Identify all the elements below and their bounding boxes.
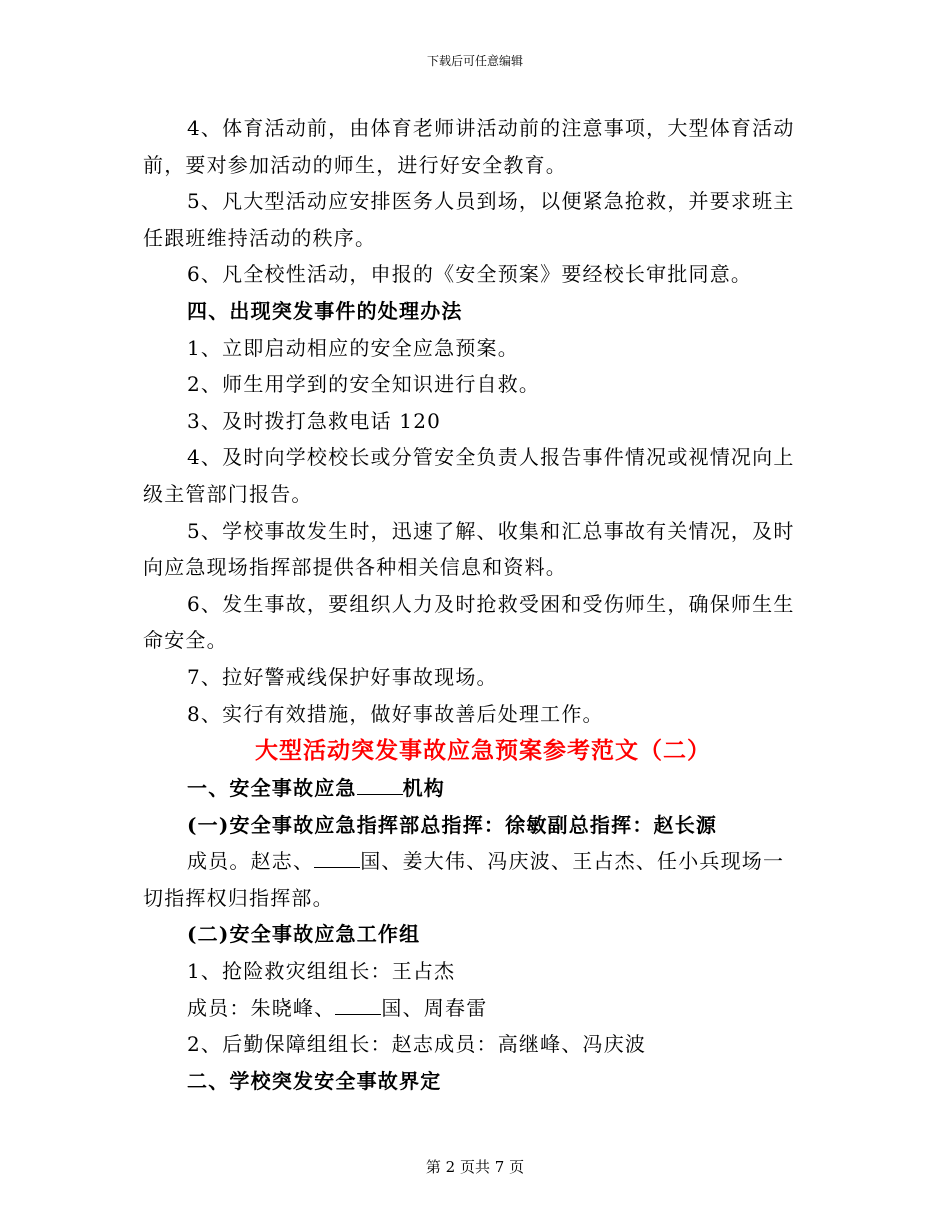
paragraph-item-4-cont: 前，要对参加活动的师生，进行好安全教育。 (143, 152, 567, 177)
group-2: 2、后勤保障组组长：赵志成员：高继峰、冯庆波 (187, 1032, 647, 1057)
members-text: 成员。赵志、 (187, 849, 315, 874)
list-item-6-cont: 命安全。 (143, 628, 228, 653)
paragraph-item-4: 4、体育活动前，由体育老师讲活动前的注意事项，大型体育活动 (187, 116, 795, 140)
heading-1-text-end: 机构 (402, 776, 446, 801)
blank-line (314, 849, 360, 868)
section-heading-1 (143, 770, 813, 807)
section-heading-2: 二、学校突发安全事故界定 (187, 1068, 442, 1093)
heading-1-text: 一、安全事故应急 (187, 776, 357, 801)
list-item-4-cont: 级主管部门报告。 (143, 481, 313, 506)
group-1-members-text: 成员：朱晓峰、 (187, 995, 336, 1020)
members-line (143, 843, 813, 880)
section-heading-4: 四、出现突发事件的处理办法 (187, 298, 463, 323)
list-item-1: 1、立即启动相应的安全应急预案。 (187, 335, 519, 360)
document-body (143, 110, 813, 1099)
list-item-7: 7、拉好警戒线保护好事故现场。 (187, 664, 498, 689)
group-1-members-text-end: 国、周春雷 (381, 995, 488, 1020)
paragraph-item-5: 5、凡大型活动应安排医务人员到场，以便紧急抢救，并要求班主 (187, 189, 795, 214)
page-header: 下载后可任意编辑 (426, 54, 523, 68)
list-item-5-cont: 向应急现场指挥部提供各种相关信息和资料。 (143, 555, 567, 580)
page-footer: 第 2 页共 7 页 (425, 1158, 525, 1176)
group-1: 1、抢险救灾组组长：王占杰 (187, 959, 456, 984)
document-title: 大型活动突发事故应急预案参考范文（二） (255, 737, 711, 765)
group-1-members (143, 990, 813, 1027)
list-item-5: 5、学校事故发生时，迅速了解、收集和汇总事故有关情况，及时 (187, 518, 795, 543)
list-item-4: 4、及时向学校校长或分管安全负责人报告事件情况或视情况向上 (187, 445, 795, 470)
subsection-heading-1: (一)安全事故应急指挥部总指挥：徐敏副总指挥：赵长源 (187, 812, 718, 837)
list-item-2: 2、师生用学到的安全知识进行自救。 (187, 372, 541, 397)
blank-line (357, 776, 403, 795)
list-item-3: 3、及时拨打急救电话 120 (187, 408, 442, 433)
list-item-8: 8、实行有效措施，做好事故善后处理工作。 (187, 701, 604, 726)
paragraph-item-6: 6、凡全校性活动，申报的《安全预案》要经校长审批同意。 (187, 262, 753, 287)
members-text-end: 国、姜大伟、冯庆波、王占杰、任小兵现场一 (360, 849, 785, 874)
blank-line (335, 996, 381, 1015)
list-item-6: 6、发生事故，要组织人力及时抢救受困和受伤师生，确保师生生 (187, 591, 795, 616)
paragraph-item-5-cont: 任跟班维持活动的秩序。 (143, 225, 377, 250)
subsection-heading-2: (二)安全事故应急工作组 (187, 922, 421, 947)
members-line-cont: 切指挥权归指挥部。 (143, 885, 334, 910)
